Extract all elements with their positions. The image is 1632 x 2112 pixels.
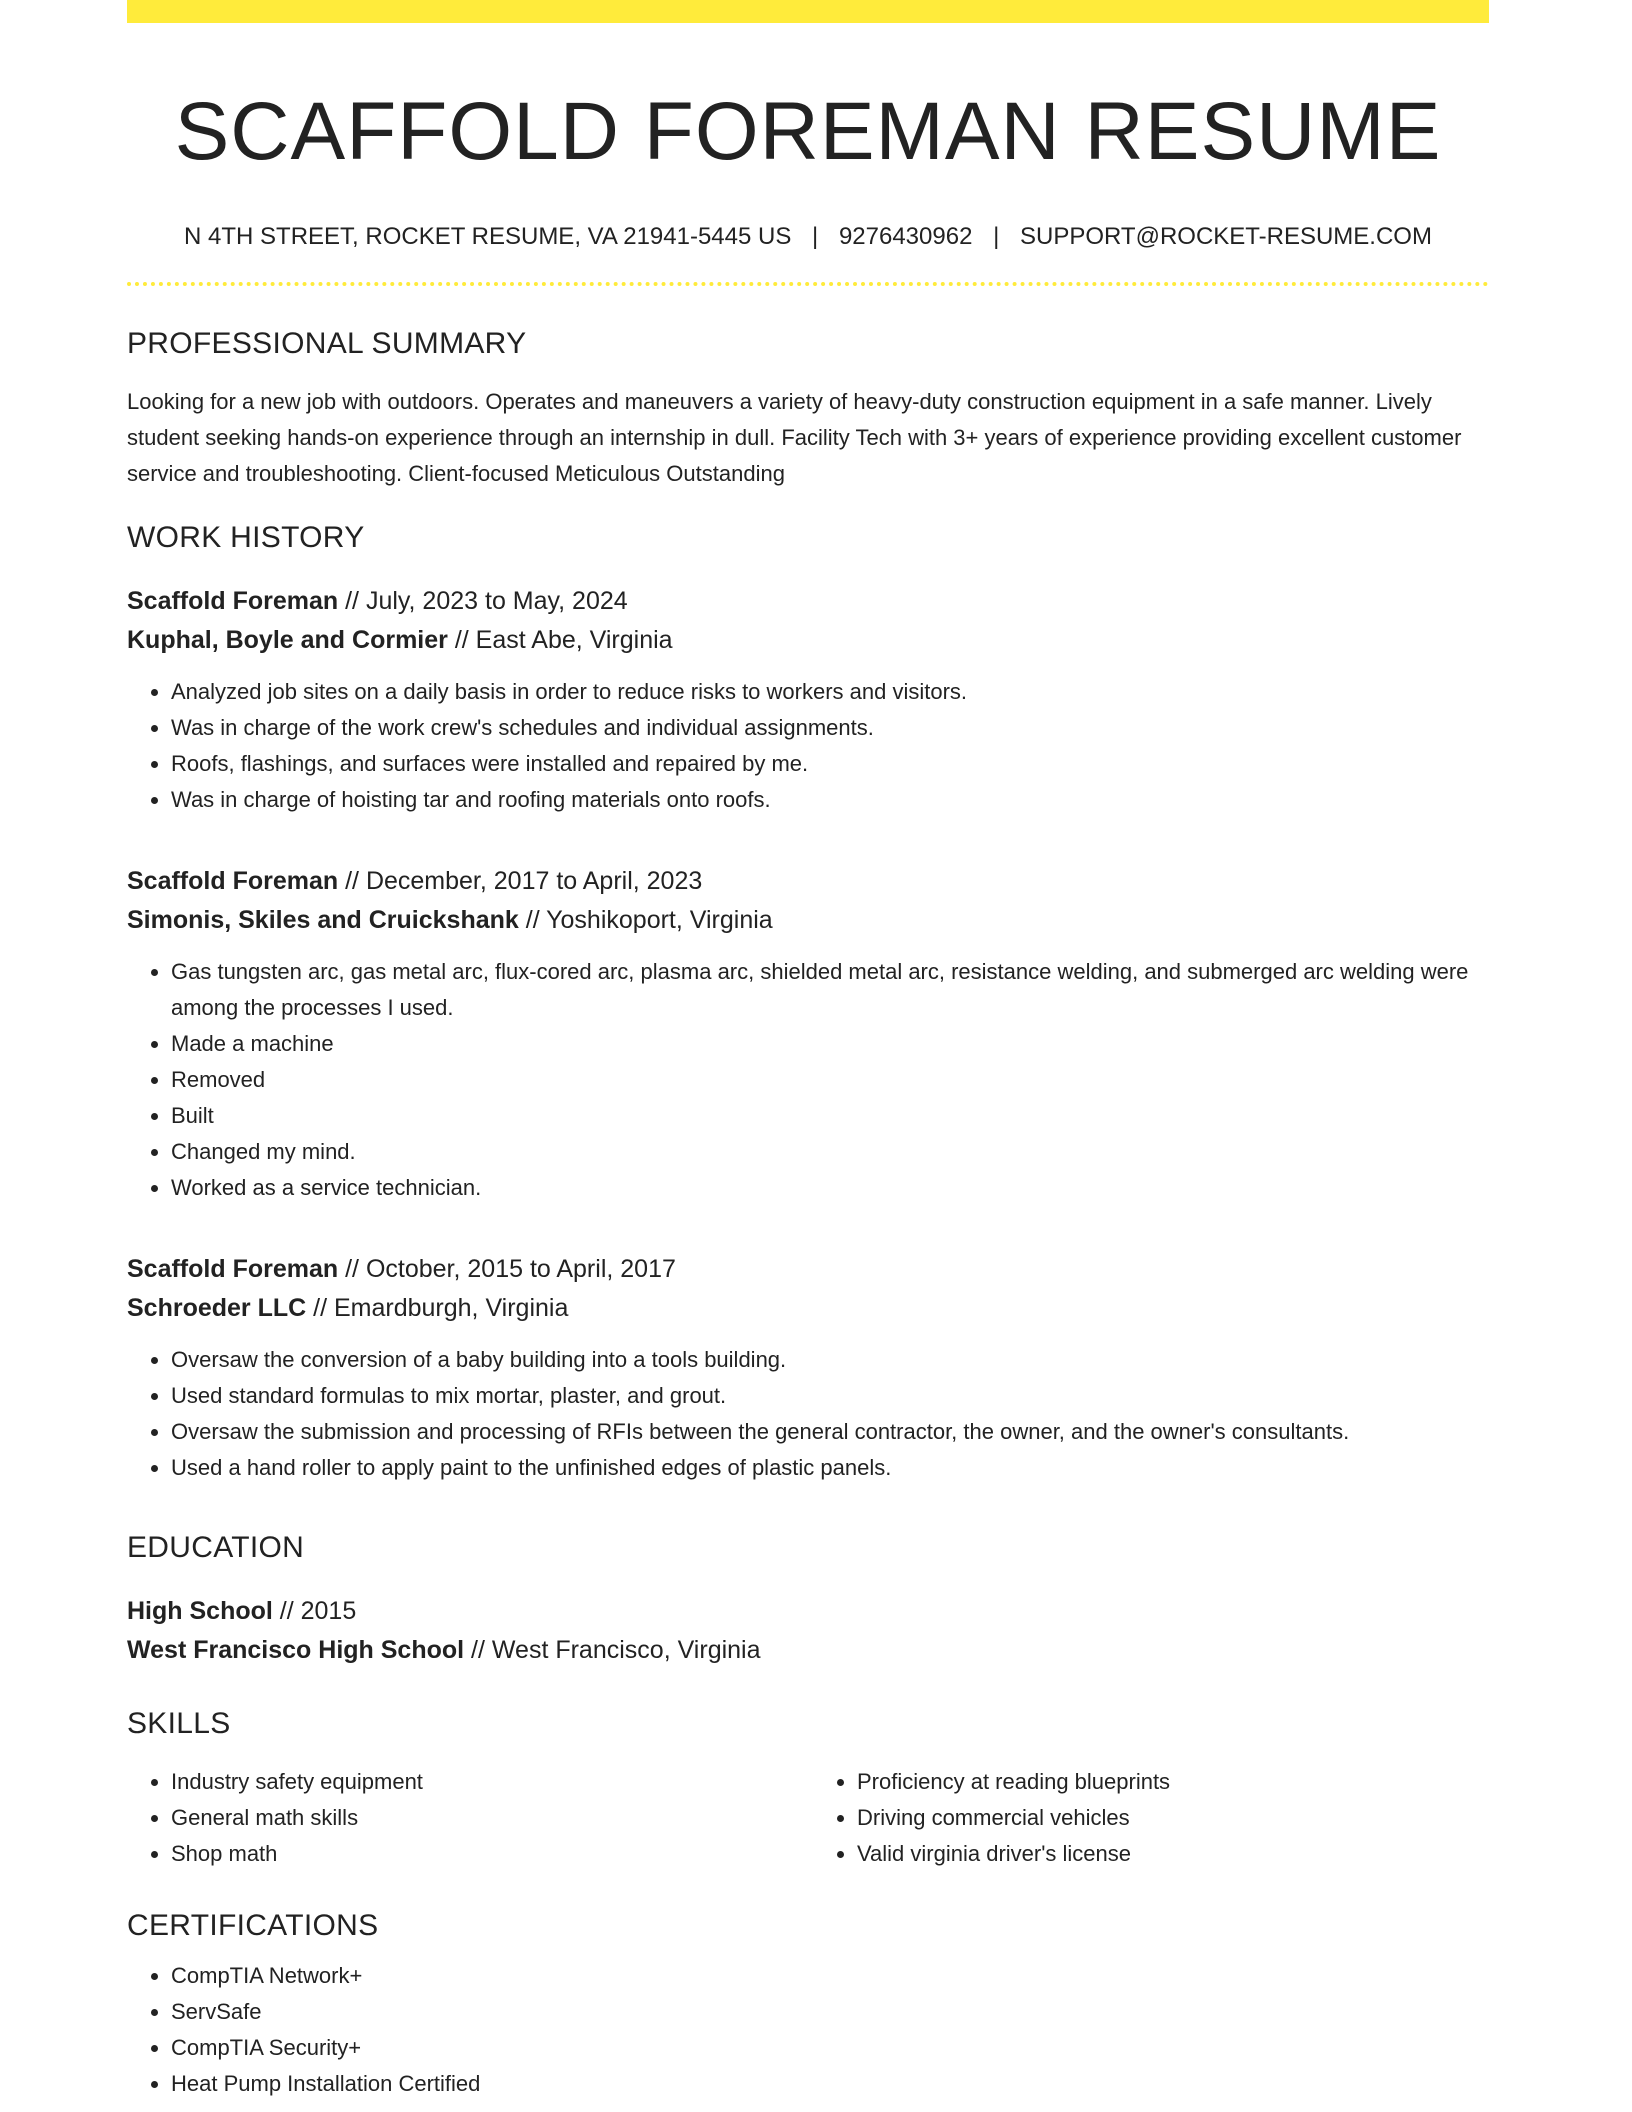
- list-item: • CompTIA Network+: [171, 1958, 1489, 1994]
- education-school: West Francisco High School: [127, 1636, 465, 1665]
- job-company: Simonis, Skiles and Cruickshank: [127, 906, 519, 935]
- list-item: • Made a machine: [171, 1026, 1489, 1062]
- list-item: • Oversaw the submission and processing of RFIs between the general contractor, the owner, and the owner's consultants.: [171, 1414, 1489, 1450]
- list-item: • Analyzed job sites on a daily basis in order to reduce risks to workers and visitors.: [171, 674, 1489, 710]
- work-history-heading: WORK HISTORY: [127, 521, 365, 555]
- education-school-line: [127, 1631, 1489, 1670]
- list-item: • Shop math: [171, 1836, 808, 1872]
- job-title-line: [127, 862, 1489, 901]
- job-location: // Emardburgh, Virginia: [306, 1294, 569, 1323]
- list-item: • Gas tungsten arc, gas metal arc, flux-cored arc, plasma arc, shielded metal arc, resistance welding, and submerged arc welding were among the processes I used.: [171, 954, 1489, 1026]
- job-dates: // July, 2023 to May, 2024: [338, 587, 628, 616]
- job-company: Schroeder LLC: [127, 1294, 307, 1323]
- resume-page: [127, 0, 1489, 2102]
- skills-heading: SKILLS: [127, 1707, 231, 1741]
- certifications-list: [127, 1958, 1489, 2102]
- job-entry: [127, 862, 1489, 1206]
- job-bullets: [127, 674, 1489, 818]
- job-title: Scaffold Foreman: [127, 587, 339, 616]
- job-title-line: [127, 582, 1489, 621]
- dotted-divider: [127, 282, 1489, 286]
- job-company-line: [127, 901, 1489, 940]
- list-item: • Heat Pump Installation Certified: [171, 2066, 1489, 2102]
- job-title-line: [127, 1250, 1489, 1289]
- list-item: • Was in charge of hoisting tar and roofing materials onto roofs.: [171, 782, 1489, 818]
- job-bullets: [127, 954, 1489, 1206]
- education-location: // West Francisco, Virginia: [464, 1636, 761, 1665]
- list-item: • Removed: [171, 1062, 1489, 1098]
- list-item: • Was in charge of the work crew's schedules and individual assignments.: [171, 710, 1489, 746]
- list-item: • Driving commercial vehicles: [857, 1800, 1489, 1836]
- contact-separator: |: [812, 223, 819, 251]
- list-item: • ServSafe: [171, 1994, 1489, 2030]
- contact-line: [127, 223, 1489, 252]
- job-dates: // October, 2015 to April, 2017: [338, 1255, 676, 1284]
- job-title: Scaffold Foreman: [127, 867, 339, 896]
- education-entry: [127, 1592, 1489, 1670]
- list-item: • Proficiency at reading blueprints: [857, 1764, 1489, 1800]
- job-company-line: [127, 621, 1489, 660]
- education-degree-line: [127, 1592, 1489, 1631]
- job-bullets: [127, 1342, 1489, 1486]
- education-heading: EDUCATION: [127, 1531, 305, 1565]
- list-item: • General math skills: [171, 1800, 808, 1836]
- job-entry: [127, 582, 1489, 818]
- email-link[interactable]: SUPPORT@ROCKET-RESUME.COM: [1020, 223, 1432, 251]
- skills-left-column: [127, 1764, 808, 1872]
- job-title: Scaffold Foreman: [127, 1255, 339, 1284]
- education-year: // 2015: [272, 1597, 357, 1626]
- skills-grid: [127, 1764, 1489, 1872]
- job-company-line: [127, 1289, 1489, 1328]
- top-accent-bar: [127, 0, 1489, 23]
- list-item: • Valid virginia driver's license: [857, 1836, 1489, 1872]
- summary-heading: PROFESSIONAL SUMMARY: [127, 327, 527, 361]
- address-text: N 4TH STREET, ROCKET RESUME, VA 21941-5445 US: [184, 223, 792, 251]
- list-item: • Industry safety equipment: [171, 1764, 808, 1800]
- list-item: • Used a hand roller to apply paint to the unfinished edges of plastic panels.: [171, 1450, 1489, 1486]
- list-item: • Used standard formulas to mix mortar, plaster, and grout.: [171, 1378, 1489, 1414]
- certifications-heading: CERTIFICATIONS: [127, 1909, 379, 1943]
- resume-title: SCAFFOLD FOREMAN RESUME: [174, 86, 1442, 177]
- job-entry: [127, 1250, 1489, 1486]
- list-item: • Roofs, flashings, and surfaces were installed and repaired by me.: [171, 746, 1489, 782]
- job-dates: // December, 2017 to April, 2023: [338, 867, 703, 896]
- phone-text: 9276430962: [838, 223, 973, 251]
- list-item: • Built: [171, 1098, 1489, 1134]
- summary-text: Looking for a new job with outdoors. Operates and maneuvers a variety of heavy-duty construction equipment in a safe manner. Lively student seeking hands-on experience through an internship in dull. Facility Tech with 3+ years of experience providing excellent customer service and troubleshooting. Client-focused Meticulous Outstanding: [127, 389, 1462, 487]
- job-location: // East Abe, Virginia: [447, 626, 673, 655]
- education-degree: High School: [127, 1597, 273, 1626]
- list-item: • Changed my mind.: [171, 1134, 1489, 1170]
- list-item: • Worked as a service technician.: [171, 1170, 1489, 1206]
- list-item: • Oversaw the conversion of a baby building into a tools building.: [171, 1342, 1489, 1378]
- job-location: // Yoshikoport, Virginia: [518, 906, 773, 935]
- job-company: Kuphal, Boyle and Cormier: [127, 626, 448, 655]
- skills-right-column: [808, 1764, 1489, 1872]
- contact-separator: |: [993, 223, 1000, 251]
- list-item: • CompTIA Security+: [171, 2030, 1489, 2066]
